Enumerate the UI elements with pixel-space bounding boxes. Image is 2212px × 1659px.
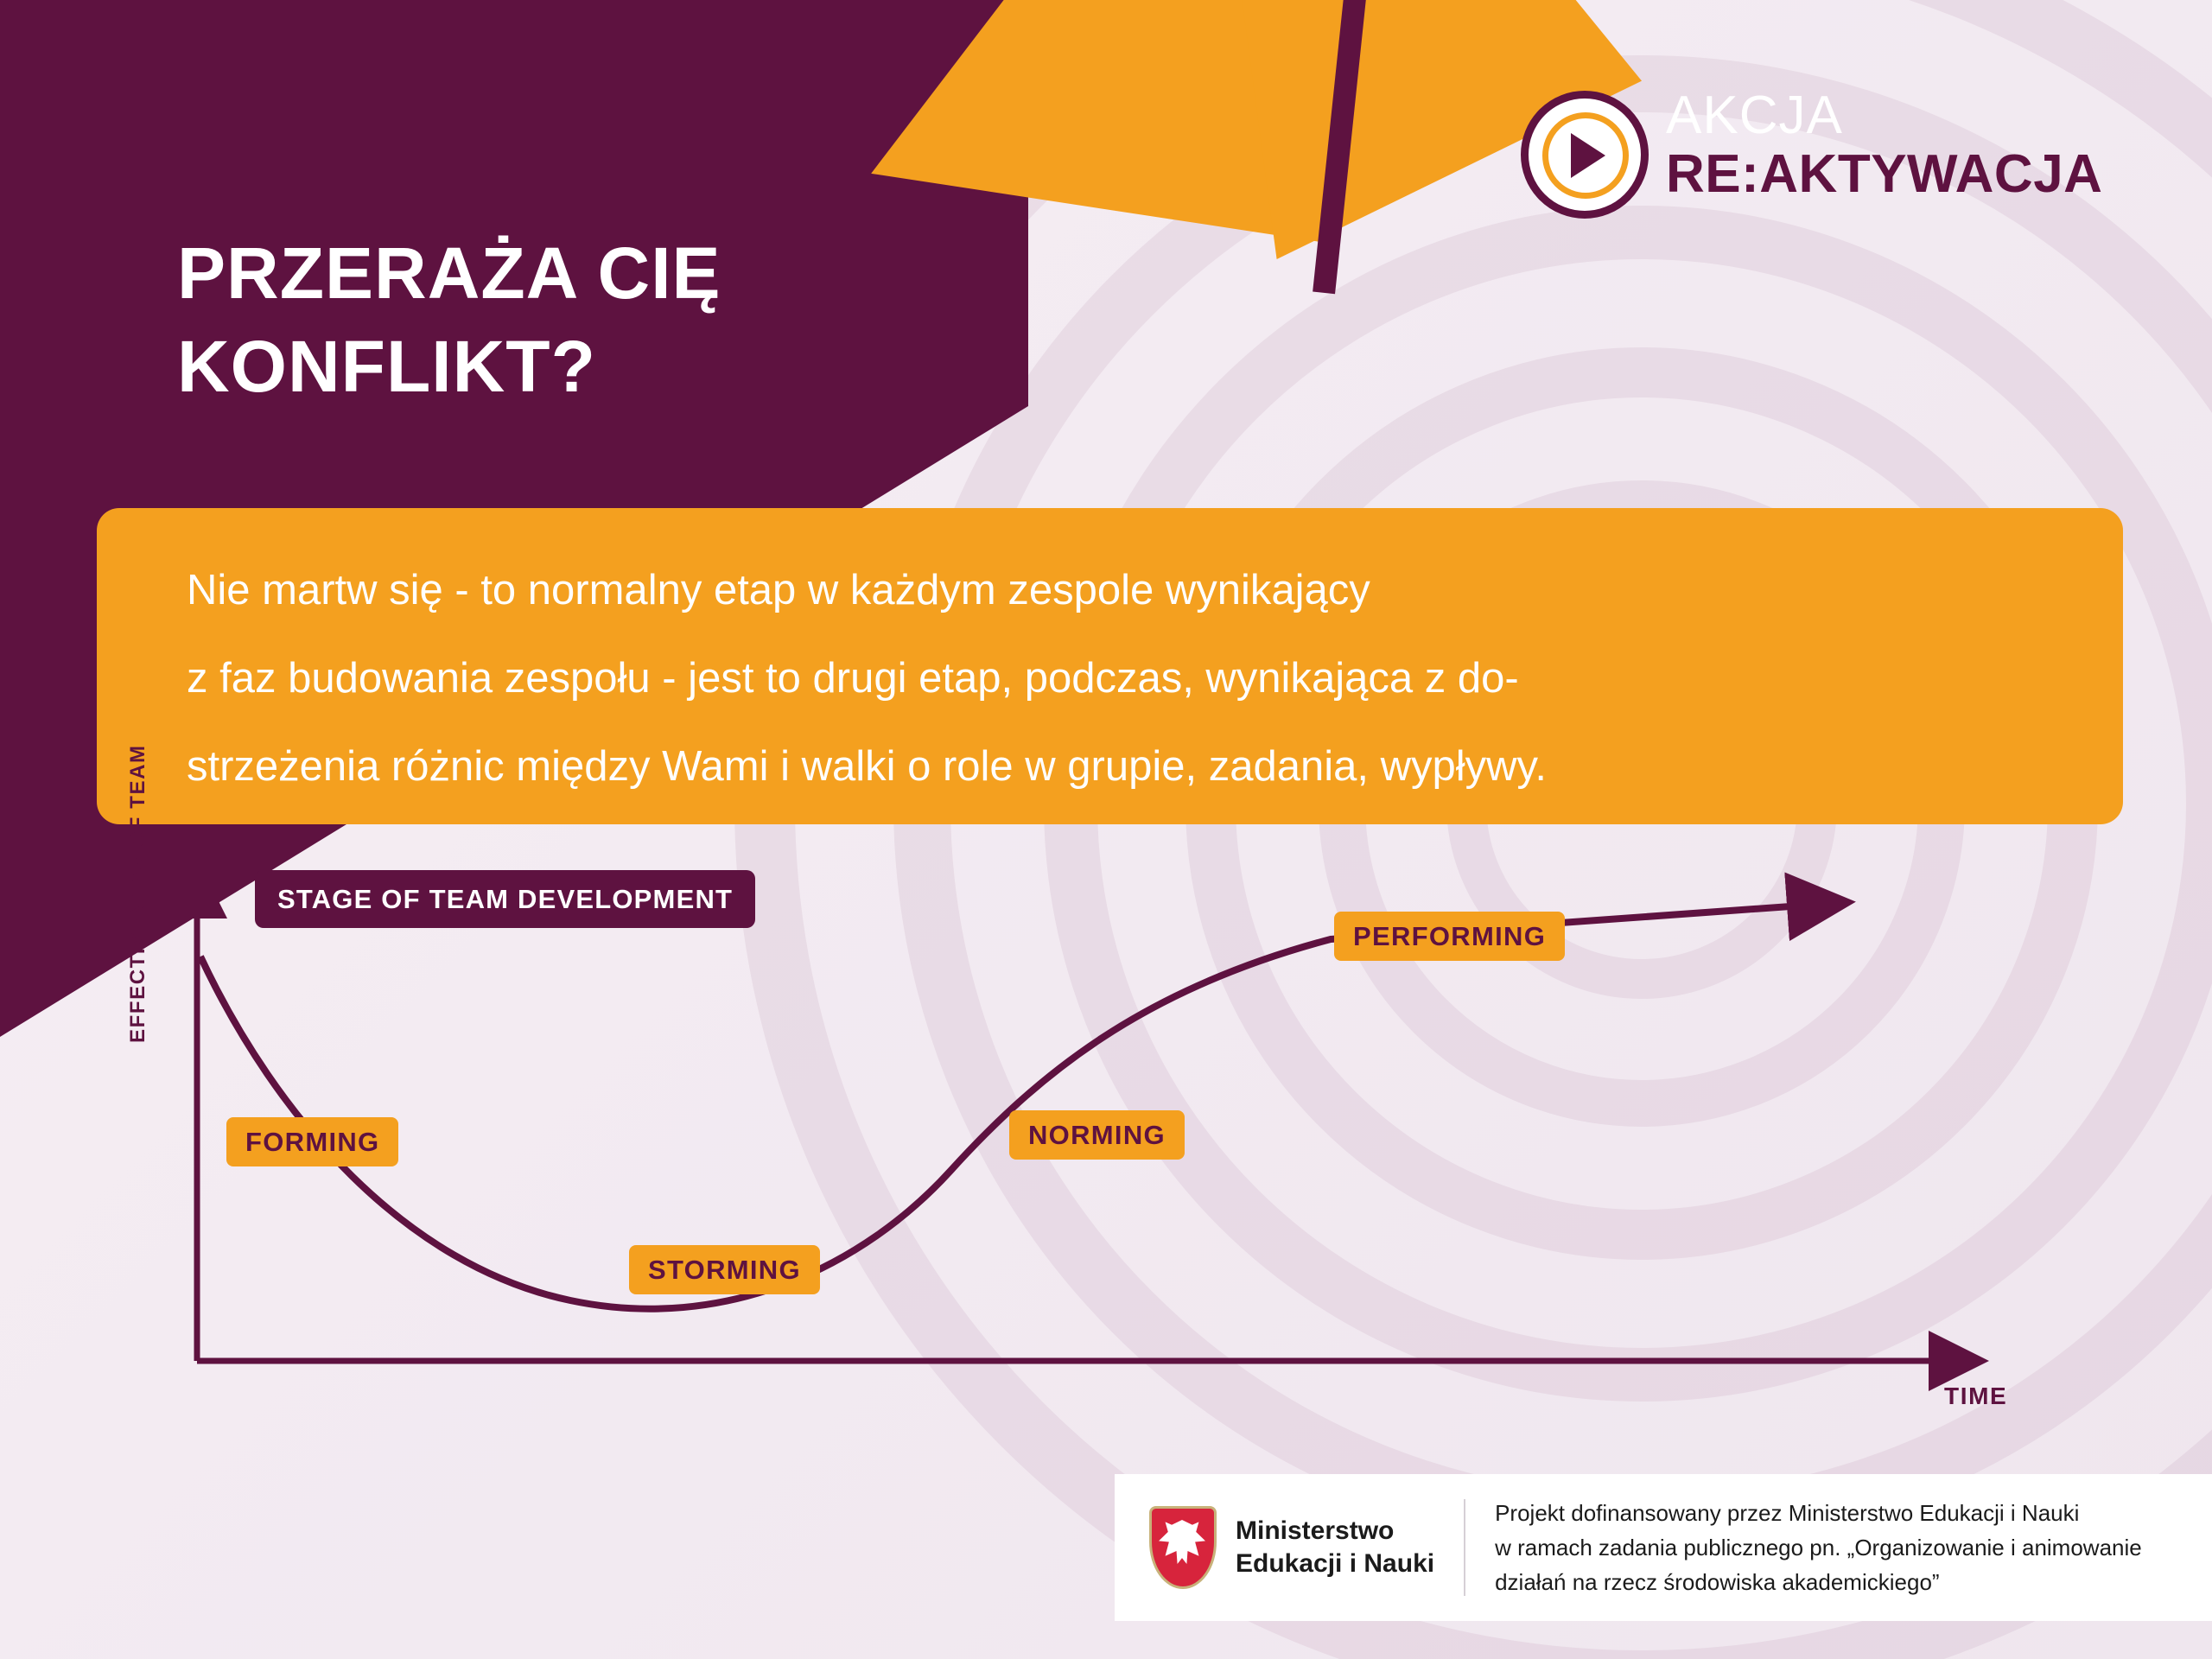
ministry-name-line-2: Edukacji i Nauki [1236,1549,1435,1578]
stage-label-forming: FORMING [226,1117,398,1166]
polish-emblem-icon [1149,1506,1217,1589]
footer-divider [1464,1499,1465,1596]
logo-line-2: RE:AKTYWACJA [1666,144,2103,204]
funding-text-line-1: Projekt dofinansowany przez Ministerstwo Edukacji i Nauki [1495,1500,2080,1526]
chart-x-axis-label: TIME [1944,1382,2008,1409]
brand-logo [1521,82,2143,272]
funding-text-line-3: działań na rzecz środowiska akademickiego” [1495,1569,1940,1595]
chart-title: STAGE OF TEAM DEVELOPMENT [255,870,755,928]
description-line-2: z faz budowania zespołu - jest to drugi etap, podczas, wynikająca z do- [187,655,1519,702]
funding-text-line-2: w ramach zadania publicznego pn. „Organizowanie i animowanie [1495,1535,2142,1560]
funding-text [1495,1496,2142,1599]
stage-label-performing: PERFORMING [1334,912,1565,961]
description-panel [97,508,2123,824]
play-circle-icon [1521,91,1649,219]
stage-label-norming: NORMING [1009,1110,1185,1160]
ministry-name [1236,1515,1434,1580]
stage-label-storming: STORMING [629,1245,820,1294]
description-line-3: strzeżenia różnic między Wami i walki o role w grupie, zadania, wypływy. [187,743,1547,790]
chart-y-axis-label: EFFECTIVENESS OF TEAM [126,744,149,1043]
funding-footer [1115,1474,2212,1621]
logo-line-1: AKCJA [1666,86,1843,145]
page-title: PRZERAŻA CIĘ KONFLIKT? [177,232,721,407]
ministry-name-line-1: Ministerstwo [1236,1516,1395,1545]
description-line-1: Nie martw się - to normalny etap w każdym zespole wynikający [187,567,1370,613]
